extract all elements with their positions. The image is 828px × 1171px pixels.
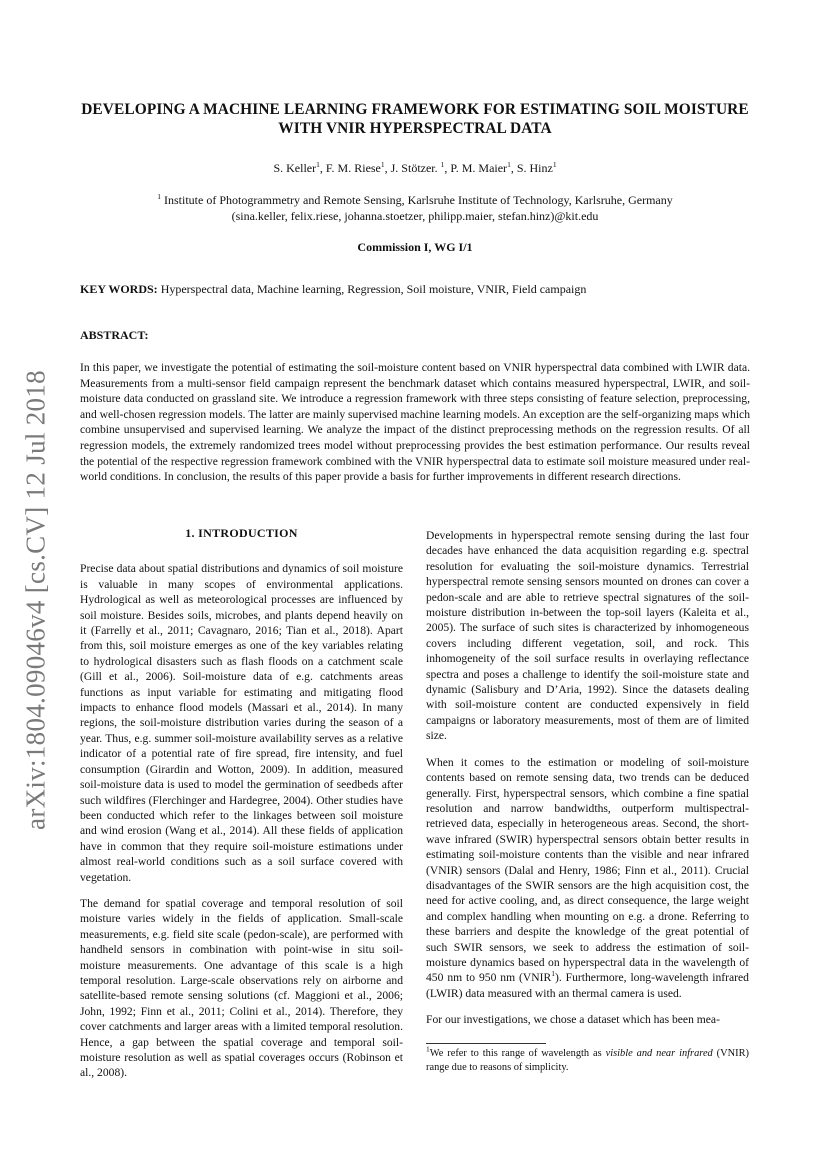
author: F. M. Riese$^1$, [325, 160, 391, 175]
arxiv-sidebar [0, 0, 70, 1171]
left-column [80, 526, 403, 1092]
abstract-heading: ABSTRACT: [80, 328, 149, 342]
keywords [80, 281, 750, 297]
keywords-text: Hyperspectral data, Machine learning, Regression, Soil moisture, VNIR, Field campaign [157, 282, 587, 296]
right-column [426, 528, 749, 1039]
paper-title: DEVELOPING A MACHINE LEARNING FRAMEWORK FOR ESTIMATING SOIL MOISTURE WITH VNIR HYPERSPECTRAL DATA [81, 101, 749, 137]
keywords-label: KEY WORDS: [80, 282, 158, 296]
affiliation-emails: (sina.keller, felix.riese, johanna.stoetzer, philipp.maier, stefan.hinz)@kit.edu [231, 209, 599, 223]
section-heading-introduction: 1. INTRODUCTION [185, 526, 298, 540]
commission: Commission I, WG I/1 [357, 240, 473, 254]
author: S. Keller$^1$, [273, 160, 326, 175]
paragraph: For our investigations, we chose a dataset which has been mea- [426, 1013, 720, 1027]
arxiv-identifier: arXiv:1804.09046v4 [cs.CV] 12 Jul 2018 [20, 370, 51, 830]
paragraph: Precise data about spatial distributions and dynamics of soil moisture is valuable in many scopes of environmental applications. Hydrological as well as meteorological processes are influenced by soil moisture. Besides soils, microbes, and plants depend heavily on it (Farrelly et al., 2011; Cavagnaro, 2016; Tian et al., 2018). Apart from this, soil moisture emerges as one of the key variables relating to hydrological disasters such as flash floods on a catchment scale (Gill et al., 2006). Soil-moisture data of e.g. catchments areas functions as input variable for estimating and mitigating flood impacts to enhance flood models (Massari et al., 2014). In many regions, the soil-moisture distribution varies during the season of a year. Thus, e.g. summer soil-moisture availability serves as a relative indicator of a potential rate of fire spread, fire intensity, and fuel consumption (Girardin and Wotton, 2009). In addition, measured soil-moisture data is used to model the germination of seedbeds after such wildfires (Flerchinger and Hardegree, 2004). Other studies have been conducted which refer to the linkages between soil moisture and wind erosion (Wang et al., 2014). All these fields of application have in common that they require soil-moisture estimations under almost real-world conditions such as a soil surface covered with vegetation. [80, 562, 403, 884]
author: J. Stötzer. $^1$, [390, 160, 451, 175]
author: P. M. Maier$^1$, [450, 160, 517, 175]
paragraph: The demand for spatial coverage and temporal resolution of soil moisture varies widely in the fields of application. Small-scale measurements, e.g. field site scale (pedon-scale), are performed with handheld sensors in combination with point-wise in situ soil-moisture measurements. One advantage of this scale is a high temporal resolution. Large-scale observations rely on airborne and satellite-based remote sensing solutions (cf. Maggioni et al., 2006; John, 1992; Finn et al., 2011; Colini et al., 2014). Therefore, they cover catchments and larger areas with a limited temporal resolution. Hence, a gap between the spatial coverage and temporal soil-moisture resolution as well as spatial coverages occurs (Robinson et al., 2008). [80, 896, 403, 1080]
affiliation-institute: $^1$ Institute of Photogrammetry and Remote Sensing, Karlsruhe Institute of Technology, Karlsruhe, Germany [157, 192, 673, 207]
affiliation [80, 192, 750, 224]
author-list [80, 160, 750, 176]
abstract-text: In this paper, we investigate the potential of estimating the soil-moisture content based on VNIR hyperspectral data combined with LWIR data. Measurements from a multi-sensor field campaign represent the benchmark dataset which contains measured hyperspectral, LWIR, and soil-moisture data conducted on grassland site. We introduce a regression framework with three steps consisting of feature selection, preprocessing, and well-chosen regression models. The latter are mainly supervised machine learning models. An exception are the self-organizing maps which combine unsupervised and supervised learning. We analyze the impact of the distinct preprocessing methods on the regression results. Of all regression models, the extremely randomized trees model without preprocessing provides the best estimation performance. Our results reveal the potential of the respective regression framework combined with the VNIR hyperspectral data to estimate soil moisture measured under real-world conditions. In conclusion, the results of this paper provide a basis for further improvements in different research directions. [80, 361, 750, 484]
author: S. Hinz$^1$ [516, 160, 557, 175]
paragraph: Developments in hyperspectral remote sensing during the last four decades have enhanced the data acquisition regarding e.g. spectral resolution for evaluating the soil-moisture dynamics. Terrestrial hyperspectral remote sensing sensors mounted on drones can cover a pedon-scale and are able to retrieve spectral signatures of the soil-moisture distribution in-between the top-soil layers (Kaleita et al., 2005). The surface of such sites is characterized by inhomogeneous covers including different vegetation, soil, and rock. This inhomogeneity of the soil surface results in overlaying reflectance spectra and poses a challenge to identify the soil-moisture state and dynamic (Salisbury and D’Aria, 1992). Since the datasets dealing with soil-moisture content are conducted expensively in field campaigns or laboratory measurements, most of them are of limited size. [426, 529, 749, 743]
paragraph: When it comes to the estimation or modeling of soil-moisture contents based on remote sensing data, two trends can be deduced generally. First, hyperspectral sensors, which combine a fine spatial resolution and narrow bandwidths, outperform multispectral-retrieved data, especially in heterogeneous areas. Second, the short-wave infrared (SWIR) hyperspectral sensors obtain better results in estimating soil-moisture contents than the visible and near infrared (VNIR) sensors (Dalal and Henry, 1986; Finn et al., 2011). Crucial disadvantages of the SWIR sensors are the high acquisition cost, the need for active cooling, and, as direct consequence, the large weight and complex handling when mounting on e.g. a drone. Referring to these barriers and despite the knowledge of the great potential of such SWIR sensors, we seek to address the estimation of soil-moisture dynamics based on hyperspectral data in the wavelength of 450 nm to 950 nm (VNIR$^1$). Furthermore, long-wavelength infrared (LWIR) data measured with an thermal camera is used. [426, 755, 749, 1000]
footnote-reference[interactable]: 1 [551, 969, 555, 979]
footnote-divider [426, 1043, 546, 1044]
footnote-mark: 1 [426, 1044, 430, 1054]
footnote: $^1$We refer to this range of wavelength as visible and near infrared (VNIR) range due to reasons of simplicity. [426, 1044, 749, 1073]
